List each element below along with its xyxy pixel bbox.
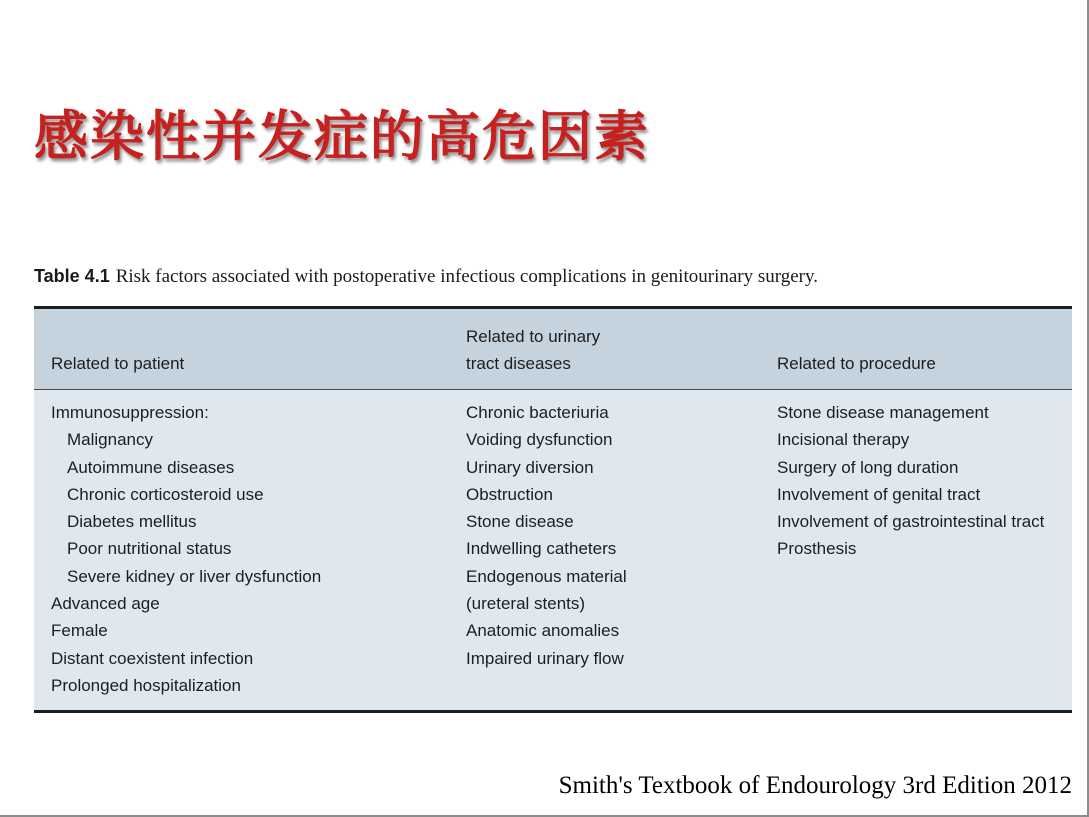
- urinary-column: [466, 399, 627, 672]
- table-cell: Indwelling catheters: [466, 539, 617, 559]
- table-cell: Involvement of genital tract: [777, 484, 981, 504]
- table-cell: Impaired urinary flow: [466, 648, 624, 668]
- table-cell: Voiding dysfunction: [466, 430, 613, 450]
- slide-title: 感染性并发症的高危因素: [34, 105, 650, 168]
- table-cell: Chronic bacteriuria: [466, 403, 609, 422]
- table-caption-text: Risk factors associated with postoperative infectious complications in genitourinary surgery.: [115, 266, 819, 287]
- table-cell: Female: [51, 621, 108, 641]
- table-cell: Urinary diversion: [466, 457, 594, 477]
- header-related-to-urinary-tract: Related to urinary tract diseases: [466, 327, 601, 373]
- patient-column: [51, 399, 321, 699]
- table-cell: Poor nutritional status: [67, 539, 232, 559]
- table-cell: Obstruction: [466, 484, 553, 504]
- table-cell: Stone disease management: [777, 403, 989, 422]
- table-cell: Surgery of long duration: [777, 457, 959, 477]
- table-cell: Prolonged hospitalization: [51, 675, 241, 695]
- table-cell: Immunosuppression:: [51, 403, 209, 422]
- risk-factors-table: [34, 306, 1072, 713]
- table-caption: [34, 266, 818, 288]
- table-cell: Stone disease: [466, 512, 574, 532]
- source-citation: Smith's Textbook of Endourology 3rd Edition 2012: [558, 772, 1072, 799]
- table-cell: Involvement of gastrointestinal tract: [777, 512, 1045, 532]
- table-caption-label: Table 4.1: [34, 266, 110, 286]
- table-cell: Severe kidney or liver dysfunction: [67, 566, 322, 586]
- header-related-to-procedure: Related to procedure: [777, 354, 936, 373]
- table-cell: Prosthesis: [777, 539, 857, 559]
- header-related-to-patient: Related to patient: [51, 354, 185, 373]
- table-cell: Autoimmune diseases: [67, 457, 235, 477]
- procedure-column: [777, 399, 1044, 563]
- table-cell: Anatomic anomalies: [466, 621, 620, 641]
- table-body: [34, 390, 1072, 710]
- table-cell: Distant coexistent infection: [51, 648, 254, 668]
- table-cell: Chronic corticosteroid use: [67, 484, 264, 504]
- table-cell: Malignancy: [67, 430, 153, 450]
- table-cell: Incisional therapy: [777, 430, 910, 450]
- table-cell: Endogenous material: [466, 566, 627, 586]
- table-cell: (ureteral stents): [466, 594, 586, 614]
- table-header-row: [34, 309, 1072, 390]
- table-cell: Diabetes mellitus: [67, 512, 197, 532]
- table-cell: Advanced age: [51, 594, 160, 614]
